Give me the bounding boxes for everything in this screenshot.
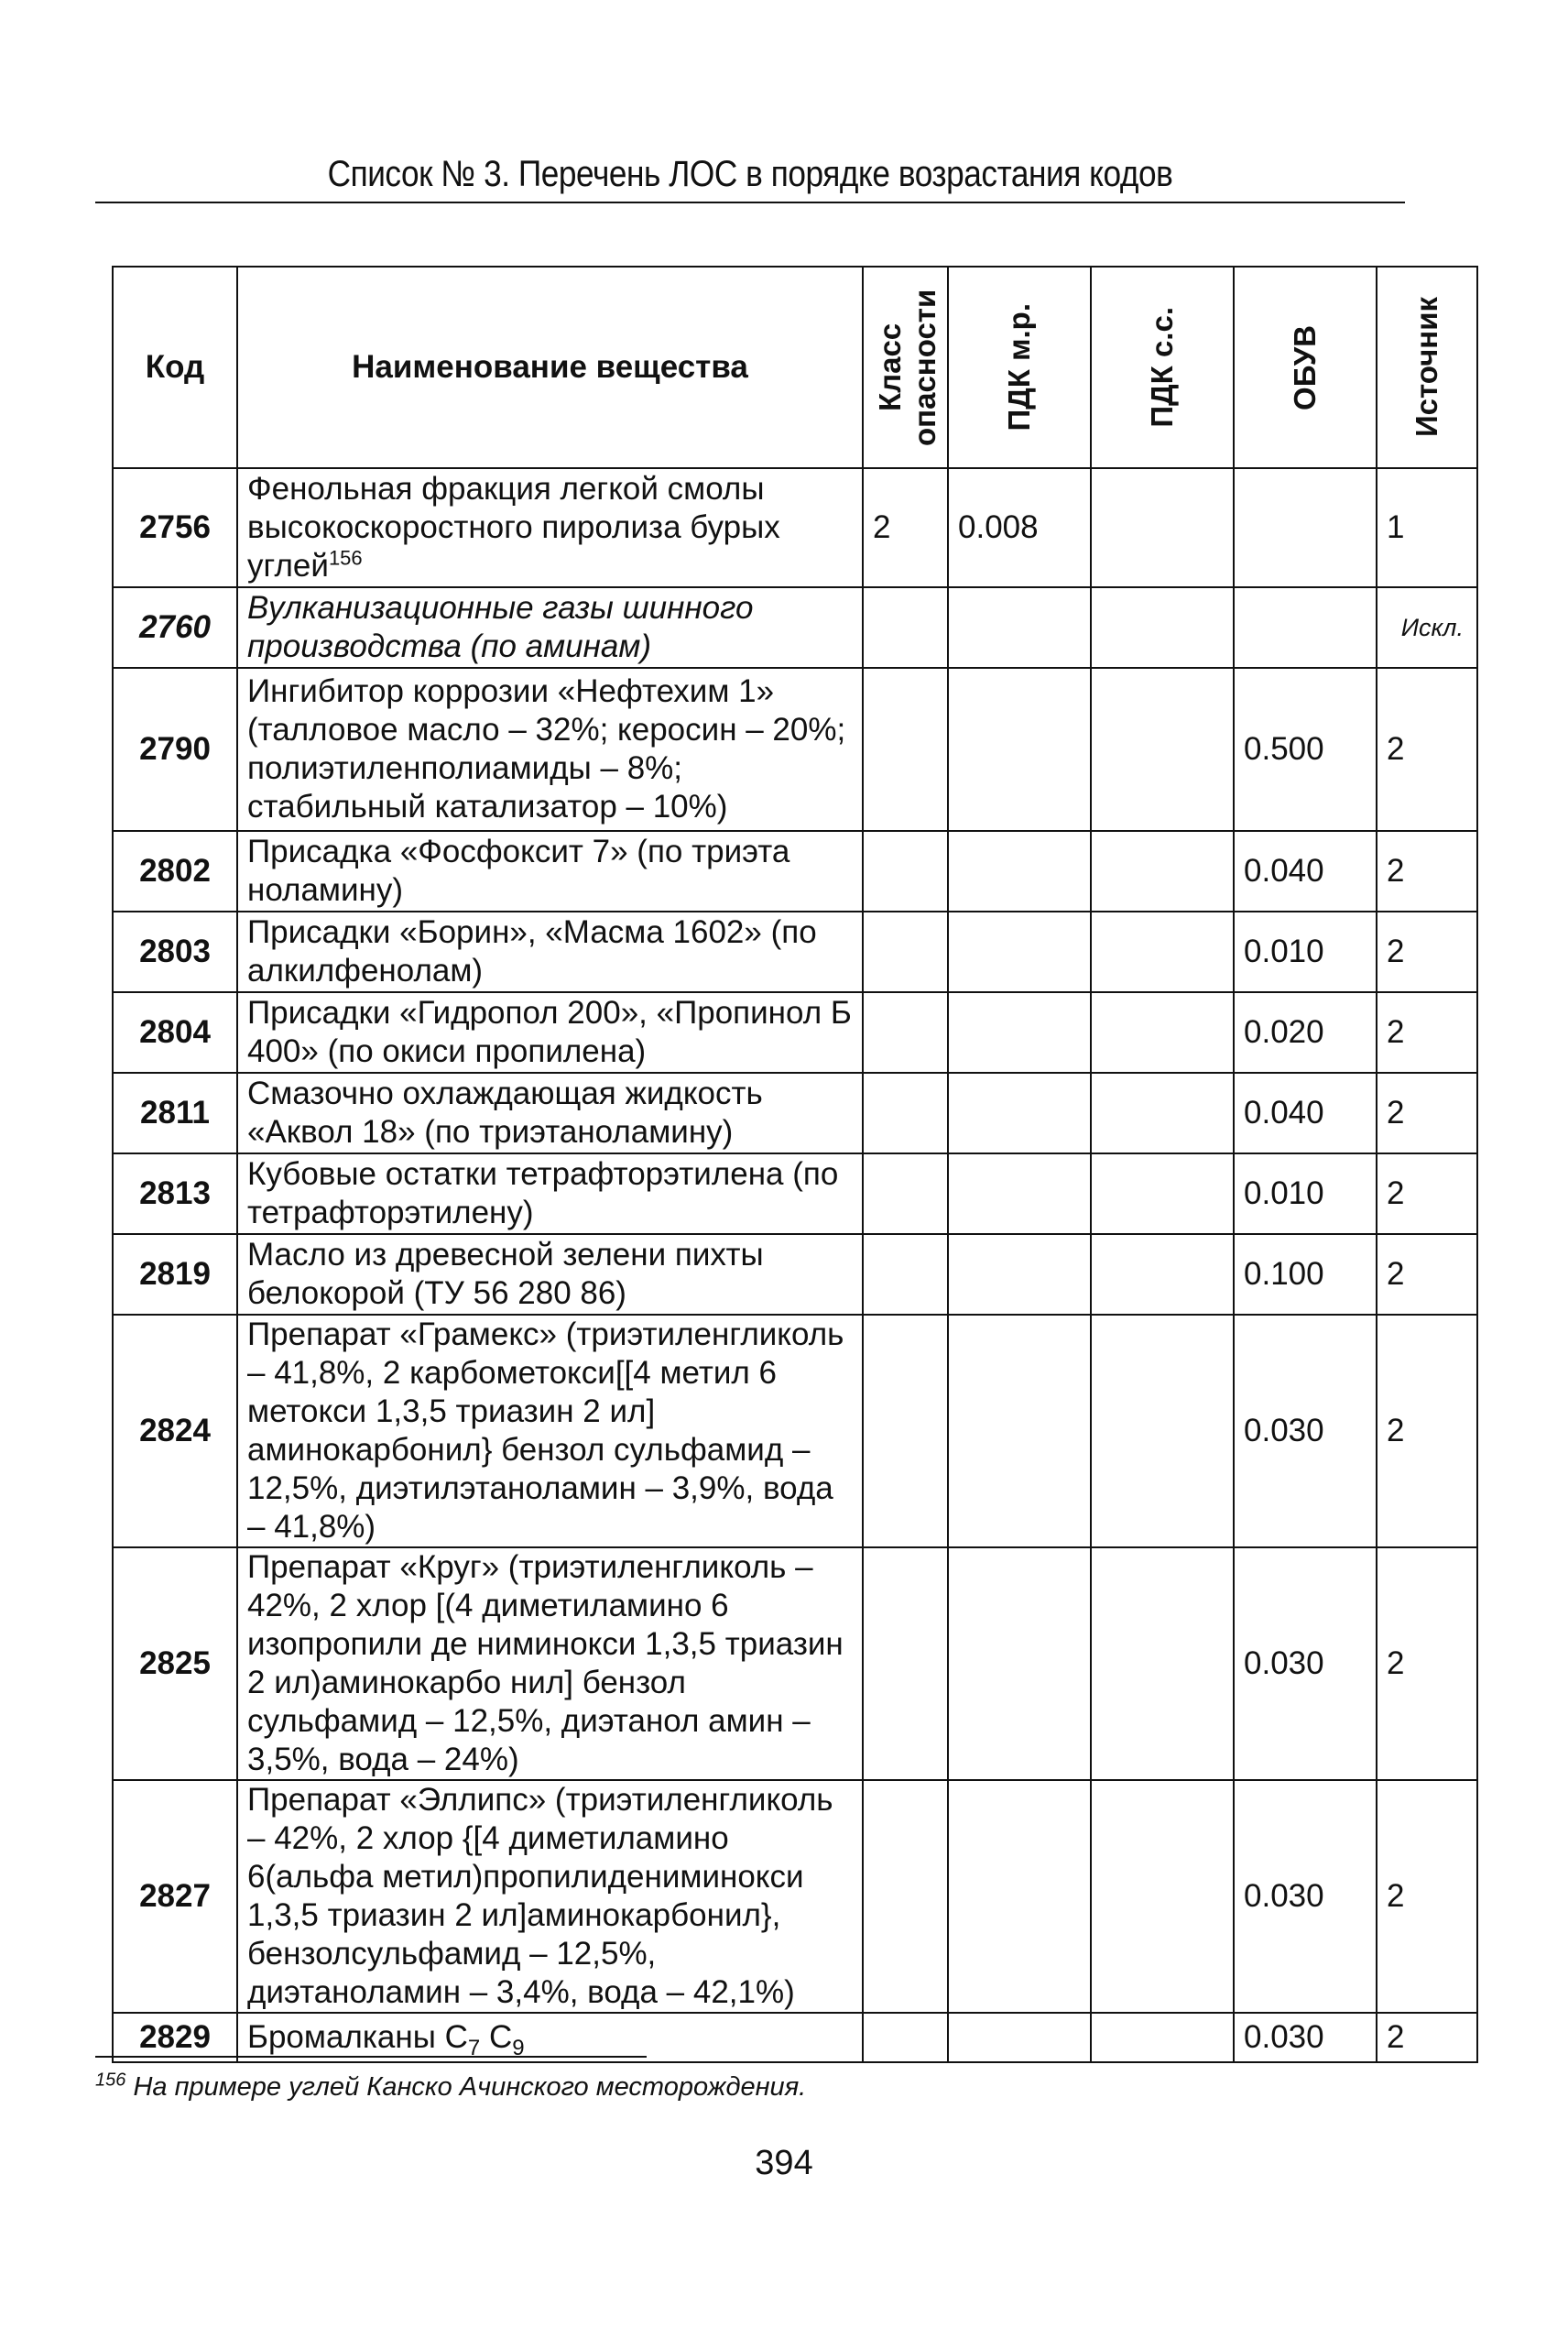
table-row	[113, 1234, 1477, 1315]
row-name-mid: С	[480, 2019, 513, 2055]
row-hazard-class	[863, 587, 948, 668]
row-source: 2	[1377, 1547, 1477, 1780]
table-row	[113, 1780, 1477, 2013]
row-pdk-ss	[1091, 468, 1234, 587]
row-code: 2804	[113, 992, 237, 1073]
row-hazard-class	[863, 831, 948, 912]
los-table	[112, 266, 1478, 2063]
row-name: Присадки «Борин», «Масма 1602» (по алкилфенолам)	[237, 912, 863, 992]
col-header-obuv-text: ОБУВ	[1288, 324, 1322, 410]
row-pdk-mr	[948, 1315, 1091, 1547]
row-obuv: 0.010	[1234, 1153, 1377, 1234]
row-name	[237, 468, 863, 587]
table-row	[113, 587, 1477, 668]
row-pdk-ss	[1091, 1153, 1234, 1234]
row-obuv: 0.020	[1234, 992, 1377, 1073]
col-header-source	[1377, 267, 1477, 468]
row-obuv: 0.030	[1234, 1315, 1377, 1547]
row-pdk-ss	[1091, 912, 1234, 992]
row-obuv	[1234, 587, 1377, 668]
row-name: Масло из древесной зелени пихты белокорой (ТУ 56 280 86)	[237, 1234, 863, 1315]
col-header-pdk-mr-text: ПДК м.р.	[1002, 303, 1036, 432]
col-header-name: Наименование вещества	[237, 267, 863, 468]
row-hazard-class	[863, 1073, 948, 1153]
table-header-row	[113, 267, 1477, 468]
page-number: 394	[755, 2144, 813, 2182]
row-obuv: 0.030	[1234, 1547, 1377, 1780]
row-obuv	[1234, 468, 1377, 587]
row-name: Смазочно охлаждающая жидкость «Аквол 18» (по триэтаноламину)	[237, 1073, 863, 1153]
row-pdk-mr	[948, 1073, 1091, 1153]
row-hazard-class	[863, 1234, 948, 1315]
table-row	[113, 1315, 1477, 1547]
row-name-sub-b: 9	[512, 2036, 525, 2060]
col-header-pdk-ss-text: ПДК с.с.	[1145, 307, 1179, 428]
row-pdk-ss	[1091, 1234, 1234, 1315]
row-name: Ингибитор коррозии «Нефтехим 1» (талловое масло – 32%; керосин – 20%; полиэтиленполиамиды – 8%; стабильный катализатор – 10%)	[237, 668, 863, 831]
table-row	[113, 1073, 1477, 1153]
table-row	[113, 468, 1477, 587]
row-obuv: 0.040	[1234, 831, 1377, 912]
row-pdk-ss	[1091, 1780, 1234, 2013]
row-pdk-mr	[948, 1234, 1091, 1315]
row-pdk-mr	[948, 587, 1091, 668]
row-pdk-mr	[948, 1153, 1091, 1234]
table-row	[113, 992, 1477, 1073]
row-pdk-mr	[948, 912, 1091, 992]
row-name: Препарат «Круг» (триэтиленгликоль – 42%, 2 хлор [(4 диметиламино 6 изопропили де ниминокси 1,3,5 триазин 2 ил)аминокарбо нил] бензол сульфамид – 12,5%, диэтанол амин – 3,5%, вода – 24%)	[237, 1547, 863, 1780]
row-code: 2760	[113, 587, 237, 668]
table-row	[113, 1153, 1477, 1234]
row-name	[237, 2013, 863, 2062]
footnote-rule	[95, 2056, 647, 2058]
row-name: Препарат «Грамекс» (триэтиленгликоль – 41,8%, 2 карбометокси[[4 метил 6 метокси 1,3,5 триазин 2 ил] аминокарбонил} бензол сульфамид – 12,5%, диэтилэтаноламин – 3,9%, вода – 41,8%)	[237, 1315, 863, 1547]
row-source: 2	[1377, 831, 1477, 912]
row-pdk-ss	[1091, 668, 1234, 831]
row-hazard-class	[863, 1547, 948, 1780]
col-header-obuv	[1234, 267, 1377, 468]
row-pdk-ss	[1091, 2013, 1234, 2062]
row-code: 2803	[113, 912, 237, 992]
row-name: Кубовые остатки тетрафторэтилена (по тетрафторэтилену)	[237, 1153, 863, 1234]
row-source: 2	[1377, 992, 1477, 1073]
row-pdk-ss	[1091, 1547, 1234, 1780]
col-header-code: Код	[113, 267, 237, 468]
row-obuv: 0.100	[1234, 1234, 1377, 1315]
row-obuv: 0.030	[1234, 1780, 1377, 2013]
footnote-ref: 156	[328, 546, 363, 570]
header-rule	[95, 202, 1405, 203]
footnote-text: На примере углей Канско Ачинского месторождения.	[133, 2072, 807, 2102]
page-header: Список № 3. Перечень ЛОС в порядке возрастания кодов	[327, 154, 1173, 194]
table-row	[113, 912, 1477, 992]
row-hazard-class	[863, 2013, 948, 2062]
row-code: 2825	[113, 1547, 237, 1780]
row-code: 2813	[113, 1153, 237, 1234]
row-hazard-class	[863, 1315, 948, 1547]
row-code: 2819	[113, 1234, 237, 1315]
row-source: 1	[1377, 468, 1477, 587]
row-source: 2	[1377, 1234, 1477, 1315]
row-code: 2811	[113, 1073, 237, 1153]
row-pdk-mr: 0.008	[948, 468, 1091, 587]
row-name: Вулканизационные газы шинного производства (по аминам)	[237, 587, 863, 668]
col-header-source-text: Источник	[1410, 297, 1443, 438]
row-name: Присадки «Гидропол 200», «Пропинол Б 400» (по окиси пропилена)	[237, 992, 863, 1073]
col-header-hazard-class-text: Класс опасности	[873, 289, 942, 446]
row-pdk-mr	[948, 1547, 1091, 1780]
footnote-number: 156	[95, 2070, 126, 2091]
row-name: Присадка «Фосфоксит 7» (по триэта ноламину)	[237, 831, 863, 912]
row-hazard-class: 2	[863, 468, 948, 587]
row-obuv: 0.030	[1234, 2013, 1377, 2062]
row-obuv: 0.500	[1234, 668, 1377, 831]
row-pdk-mr	[948, 2013, 1091, 2062]
row-code: 2756	[113, 468, 237, 587]
row-name-sub-a: 7	[467, 2036, 481, 2060]
row-code: 2802	[113, 831, 237, 912]
row-pdk-mr	[948, 992, 1091, 1073]
row-hazard-class	[863, 992, 948, 1073]
footnote	[95, 2072, 806, 2103]
row-source: 2	[1377, 2013, 1477, 2062]
row-name: Препарат «Эллипс» (триэтиленгликоль – 42%, 2 хлор {[4 диметиламино 6(альфа метил)пропилидениминокси 1,3,5 триазин 2 ил]аминокарбонил}, бензолсульфамид – 12,5%, диэтаноламин – 3,4%, вода – 42,1%)	[237, 1780, 863, 2013]
row-hazard-class	[863, 1153, 948, 1234]
row-hazard-class	[863, 1780, 948, 2013]
table-row	[113, 2013, 1477, 2062]
row-obuv: 0.040	[1234, 1073, 1377, 1153]
col-header-pdk-ss	[1091, 267, 1234, 468]
row-source: 2	[1377, 912, 1477, 992]
row-pdk-mr	[948, 1780, 1091, 2013]
row-obuv: 0.010	[1234, 912, 1377, 992]
row-name-prefix: Бромалканы С	[247, 2019, 468, 2055]
row-pdk-mr	[948, 831, 1091, 912]
table-row	[113, 831, 1477, 912]
row-source: 2	[1377, 1073, 1477, 1153]
row-source: Искл.	[1377, 587, 1477, 668]
row-code: 2827	[113, 1780, 237, 2013]
row-source: 2	[1377, 1780, 1477, 2013]
col-header-pdk-mr	[948, 267, 1091, 468]
row-pdk-ss	[1091, 992, 1234, 1073]
row-source: 2	[1377, 1315, 1477, 1547]
table-row	[113, 668, 1477, 831]
row-pdk-mr	[948, 668, 1091, 831]
row-hazard-class	[863, 668, 948, 831]
table-row	[113, 1547, 1477, 1780]
row-pdk-ss	[1091, 831, 1234, 912]
col-header-hazard-class	[863, 267, 948, 468]
row-pdk-ss	[1091, 1073, 1234, 1153]
row-hazard-class	[863, 912, 948, 992]
row-source: 2	[1377, 668, 1477, 831]
row-code: 2824	[113, 1315, 237, 1547]
row-source: 2	[1377, 1153, 1477, 1234]
row-code: 2829	[113, 2013, 237, 2062]
row-pdk-ss	[1091, 1315, 1234, 1547]
row-code: 2790	[113, 668, 237, 831]
row-name-text: Фенольная фракция легкой смолы высокоскоростного пиролиза бурых углей	[247, 471, 780, 584]
row-pdk-ss	[1091, 587, 1234, 668]
